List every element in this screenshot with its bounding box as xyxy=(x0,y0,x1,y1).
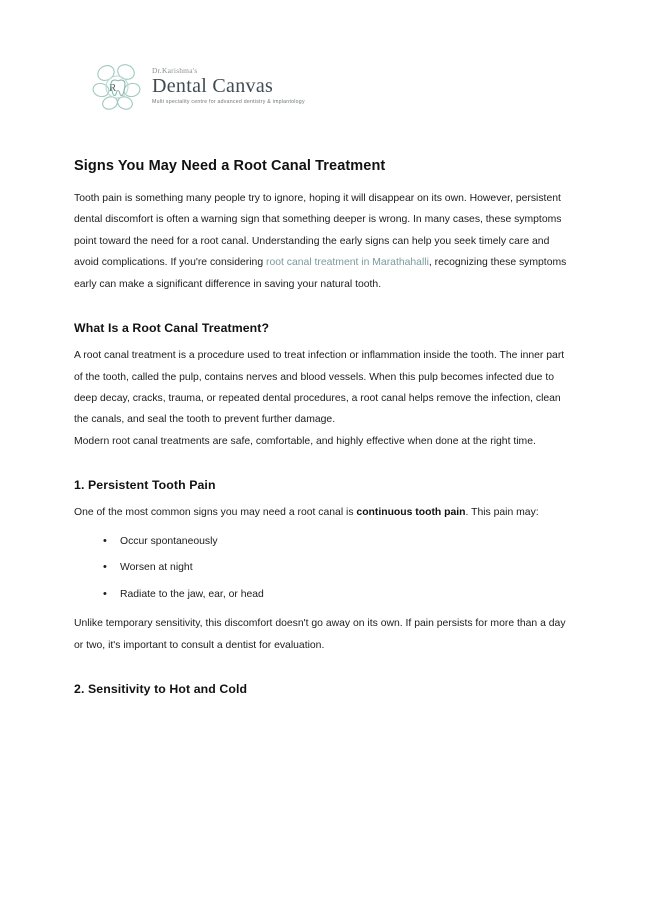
page-title: Signs You May Need a Root Canal Treatment xyxy=(74,158,386,174)
pain-symptom-list xyxy=(74,534,574,603)
logo-top-line: Dr.Karishma's xyxy=(152,66,198,76)
inline-link-root-canal-marathahalli[interactable]: root canal treatment in Marathahalli xyxy=(266,257,429,269)
section-heading-what-is-rct: What Is a Root Canal Treatment? xyxy=(74,321,270,336)
list-item: • Occur spontaneously xyxy=(120,534,574,550)
section-closing-paragraph: Unlike temporary sensitivity, this discomfort doesn't go away on its own. If pain persists for more than a day or two, it's important to consult a dentist for evaluation. xyxy=(74,618,566,651)
logo-tagline: Multi speciality centre for advanced dentistry & implantology xyxy=(152,98,305,105)
section-heading-sensitivity: 2. Sensitivity to Hot and Cold xyxy=(74,682,248,697)
section-heading-persistent-tooth-pain: 1. Persistent Tooth Pain xyxy=(74,478,216,493)
intro-text-part1: Tooth pain is something many people try to ignore, hoping it will disappear on its own. However, persistent dental discomfort is often a warning sign that something deeper is wrong. In many cases, these symptoms point toward the need for a root canal. Understanding the early signs can help you seek timely care and avoid complications. If you're considering xyxy=(74,193,562,269)
svg-text:R: R xyxy=(109,82,117,94)
section-lead-paragraph xyxy=(74,502,574,523)
intro-paragraph xyxy=(74,188,574,295)
logo-main-line: Dental Canvas xyxy=(152,74,274,97)
section-paragraph: Modern root canal treatments are safe, comfortable, and highly effective when done at the right time. xyxy=(74,435,536,447)
document-content xyxy=(74,158,574,706)
list-item: • Worsen at night xyxy=(120,560,574,576)
intro-text-part2: , recognizing these symptoms early can make a significant difference in saving your natural tooth. xyxy=(74,257,567,290)
section-paragraph: A root canal treatment is a procedure used to treat infection or inflammation inside the tooth. The inner part of the tooth, called the pulp, contains nerves and blood vessels. When this pulp becomes infected due to deep decay, cracks, trauma, or repeated dental procedures, a root canal helps remove the infection, clean the canals, and seal the tooth to prevent further damage. xyxy=(74,350,565,426)
list-item: • Radiate to the jaw, ear, or head xyxy=(120,587,574,603)
lead-text-part1: One of the most common signs you may need a root canal is xyxy=(74,507,357,519)
lead-text-part2: . This pain may: xyxy=(465,507,539,519)
tooth-flower-logo-icon xyxy=(88,57,146,115)
lead-bold-phrase: continuous tooth pain xyxy=(356,507,466,519)
brand-logo xyxy=(88,57,305,115)
